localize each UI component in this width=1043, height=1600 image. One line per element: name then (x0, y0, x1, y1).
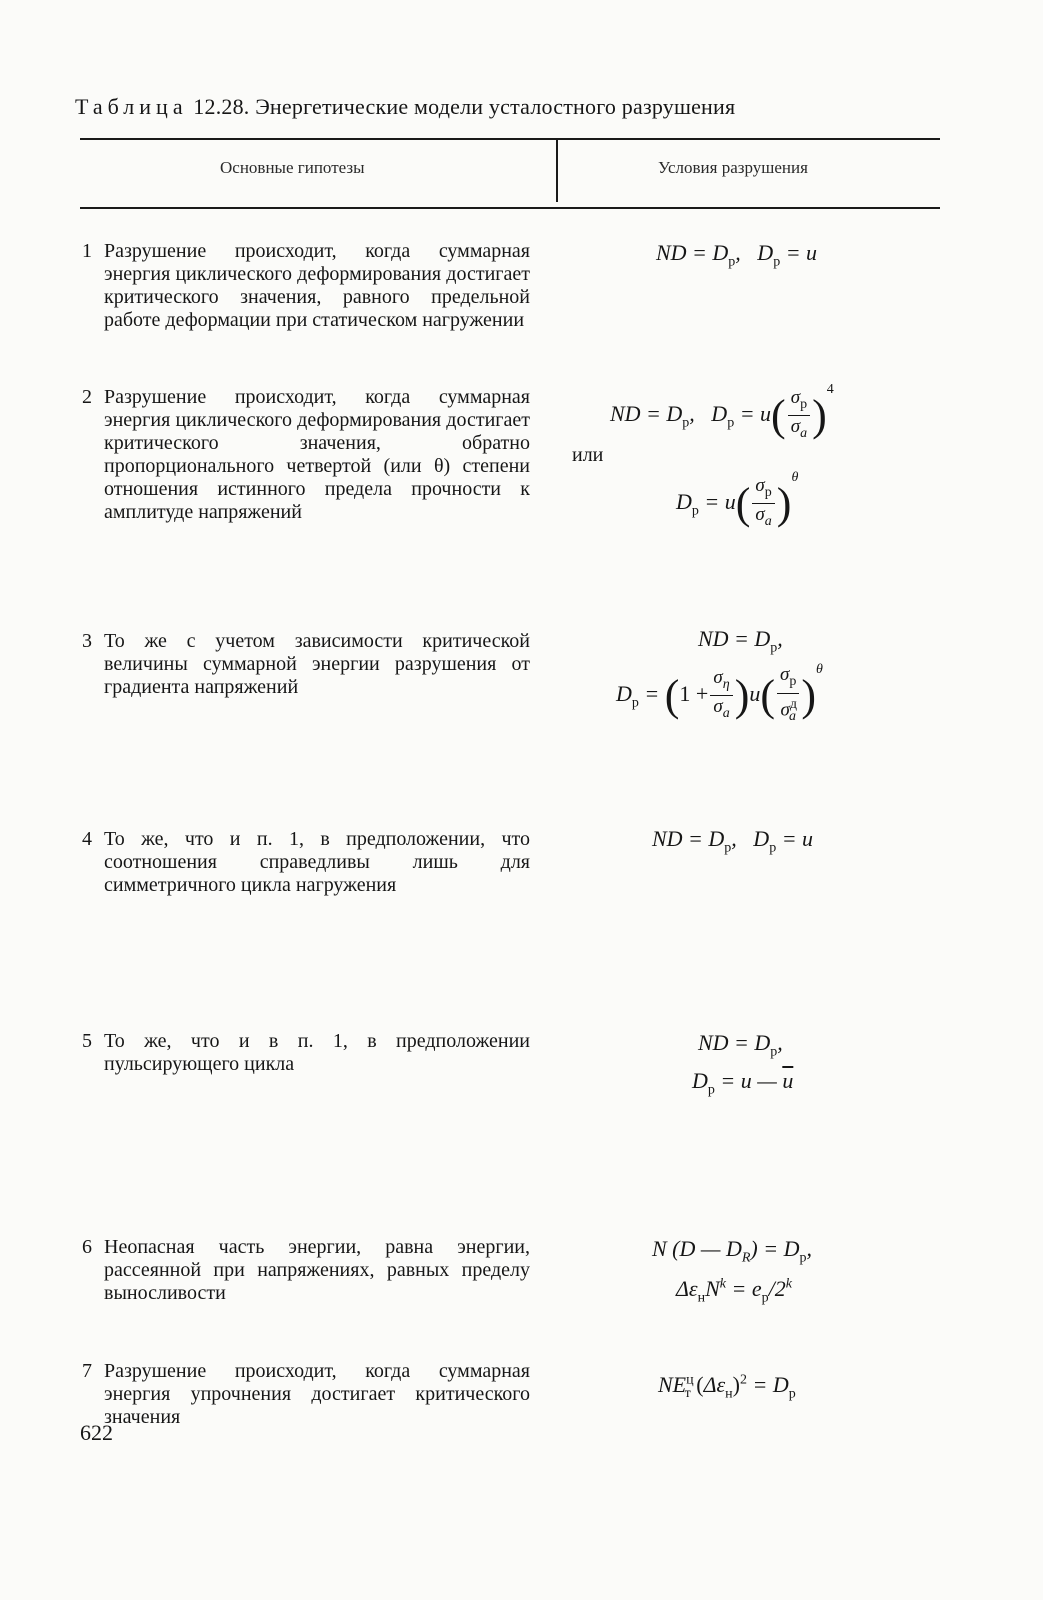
row-number: 2 (82, 386, 92, 408)
formula-6a: N (D — $D_R) = D_p$, (652, 1236, 812, 1266)
row-number: 4 (82, 828, 92, 850)
table-row (82, 828, 530, 897)
table-row (82, 630, 530, 699)
table-row (82, 1236, 530, 1305)
or-label: или (572, 444, 604, 466)
row-hypothesis: То же, что и п. 1, в предположении, что соотношения справедливы лишь для симметричного цикла нагружения (104, 828, 530, 896)
row-hypothesis: То же, что и в п. 1, в предположении пульсирующего цикла (104, 1030, 530, 1075)
caption-label: Таблица (75, 94, 188, 119)
formula-1: ND = $D_p$, $D_p = u$ (656, 240, 818, 270)
table-row (82, 240, 530, 332)
header-failure-conditions: Условия разрушения (658, 158, 808, 177)
row-hypothesis: То же с учетом зависимости критической величины суммарной энергии разрушения от градиента напряжений (104, 630, 530, 698)
caption-number: 12.28. (193, 94, 250, 119)
table-caption (75, 94, 735, 120)
formula-7: $NE^ц_т$ $(\Delta\varepsilon_н)^2 = D_p$ (658, 1372, 796, 1402)
row-number: 3 (82, 630, 92, 652)
row-hypothesis: Разрушение происходит, когда суммарная энергия упрочнения достигает критического значения (104, 1360, 530, 1428)
row-hypothesis: Неопасная часть энергии, равна энергии, рассеянной при напряжениях, равных пределу выносливости (104, 1236, 530, 1304)
table-row (82, 1360, 530, 1429)
table-row (82, 386, 530, 524)
row-number: 1 (82, 240, 92, 262)
caption-title: Энергетические модели усталостного разрушения (255, 94, 736, 119)
row-hypothesis: Разрушение происходит, когда суммарная энергия циклического деформирования достигает критического значения, равного предельной работе деформации при статическом нагружении (104, 240, 530, 331)
row-number: 7 (82, 1360, 92, 1382)
page-number: 622 (80, 1420, 113, 1445)
formula-2a: ND = $D_p$, $D_p = u$( $\frac{\sigma_p}{\sigma_a}$ )$^4$ (610, 382, 834, 442)
header-bottom-rule (80, 207, 940, 209)
formula-3b: $D_p = (1$ + $\frac{\sigma_\eta}{\sigma_a}$ )u( $\frac{\sigma_p}{\sigma^д_a}$ )$^\theta$ (616, 662, 823, 724)
formula-2b: $D_p = u$( $\frac{\sigma_p}{\sigma_a}$ )$^\theta$ (676, 470, 799, 530)
header-column-divider (556, 140, 558, 202)
formula-6b: $\Delta\varepsilon_нN^k = e_p/2^k$ (676, 1276, 792, 1306)
table-row (82, 1030, 530, 1076)
row-number: 6 (82, 1236, 92, 1258)
formula-5b: $D_p = u$ — $\overline{u}$ (692, 1068, 794, 1098)
formula-3a: ND = $D_p$, (698, 626, 783, 656)
formula-4: ND = $D_p$, $D_p = u$ (652, 826, 814, 856)
row-hypothesis: Разрушение происходит, когда суммарная энергия циклического деформирования достигает критического значения, обратно пропорционального четвертой (или θ) степени отношения истинного предела прочности к амплитуде напряжений (104, 386, 530, 523)
row-number: 5 (82, 1030, 92, 1052)
table-top-rule (80, 138, 940, 140)
header-hypotheses: Основные гипотезы (220, 158, 365, 177)
formula-5a: ND = $D_p$, (698, 1030, 783, 1060)
